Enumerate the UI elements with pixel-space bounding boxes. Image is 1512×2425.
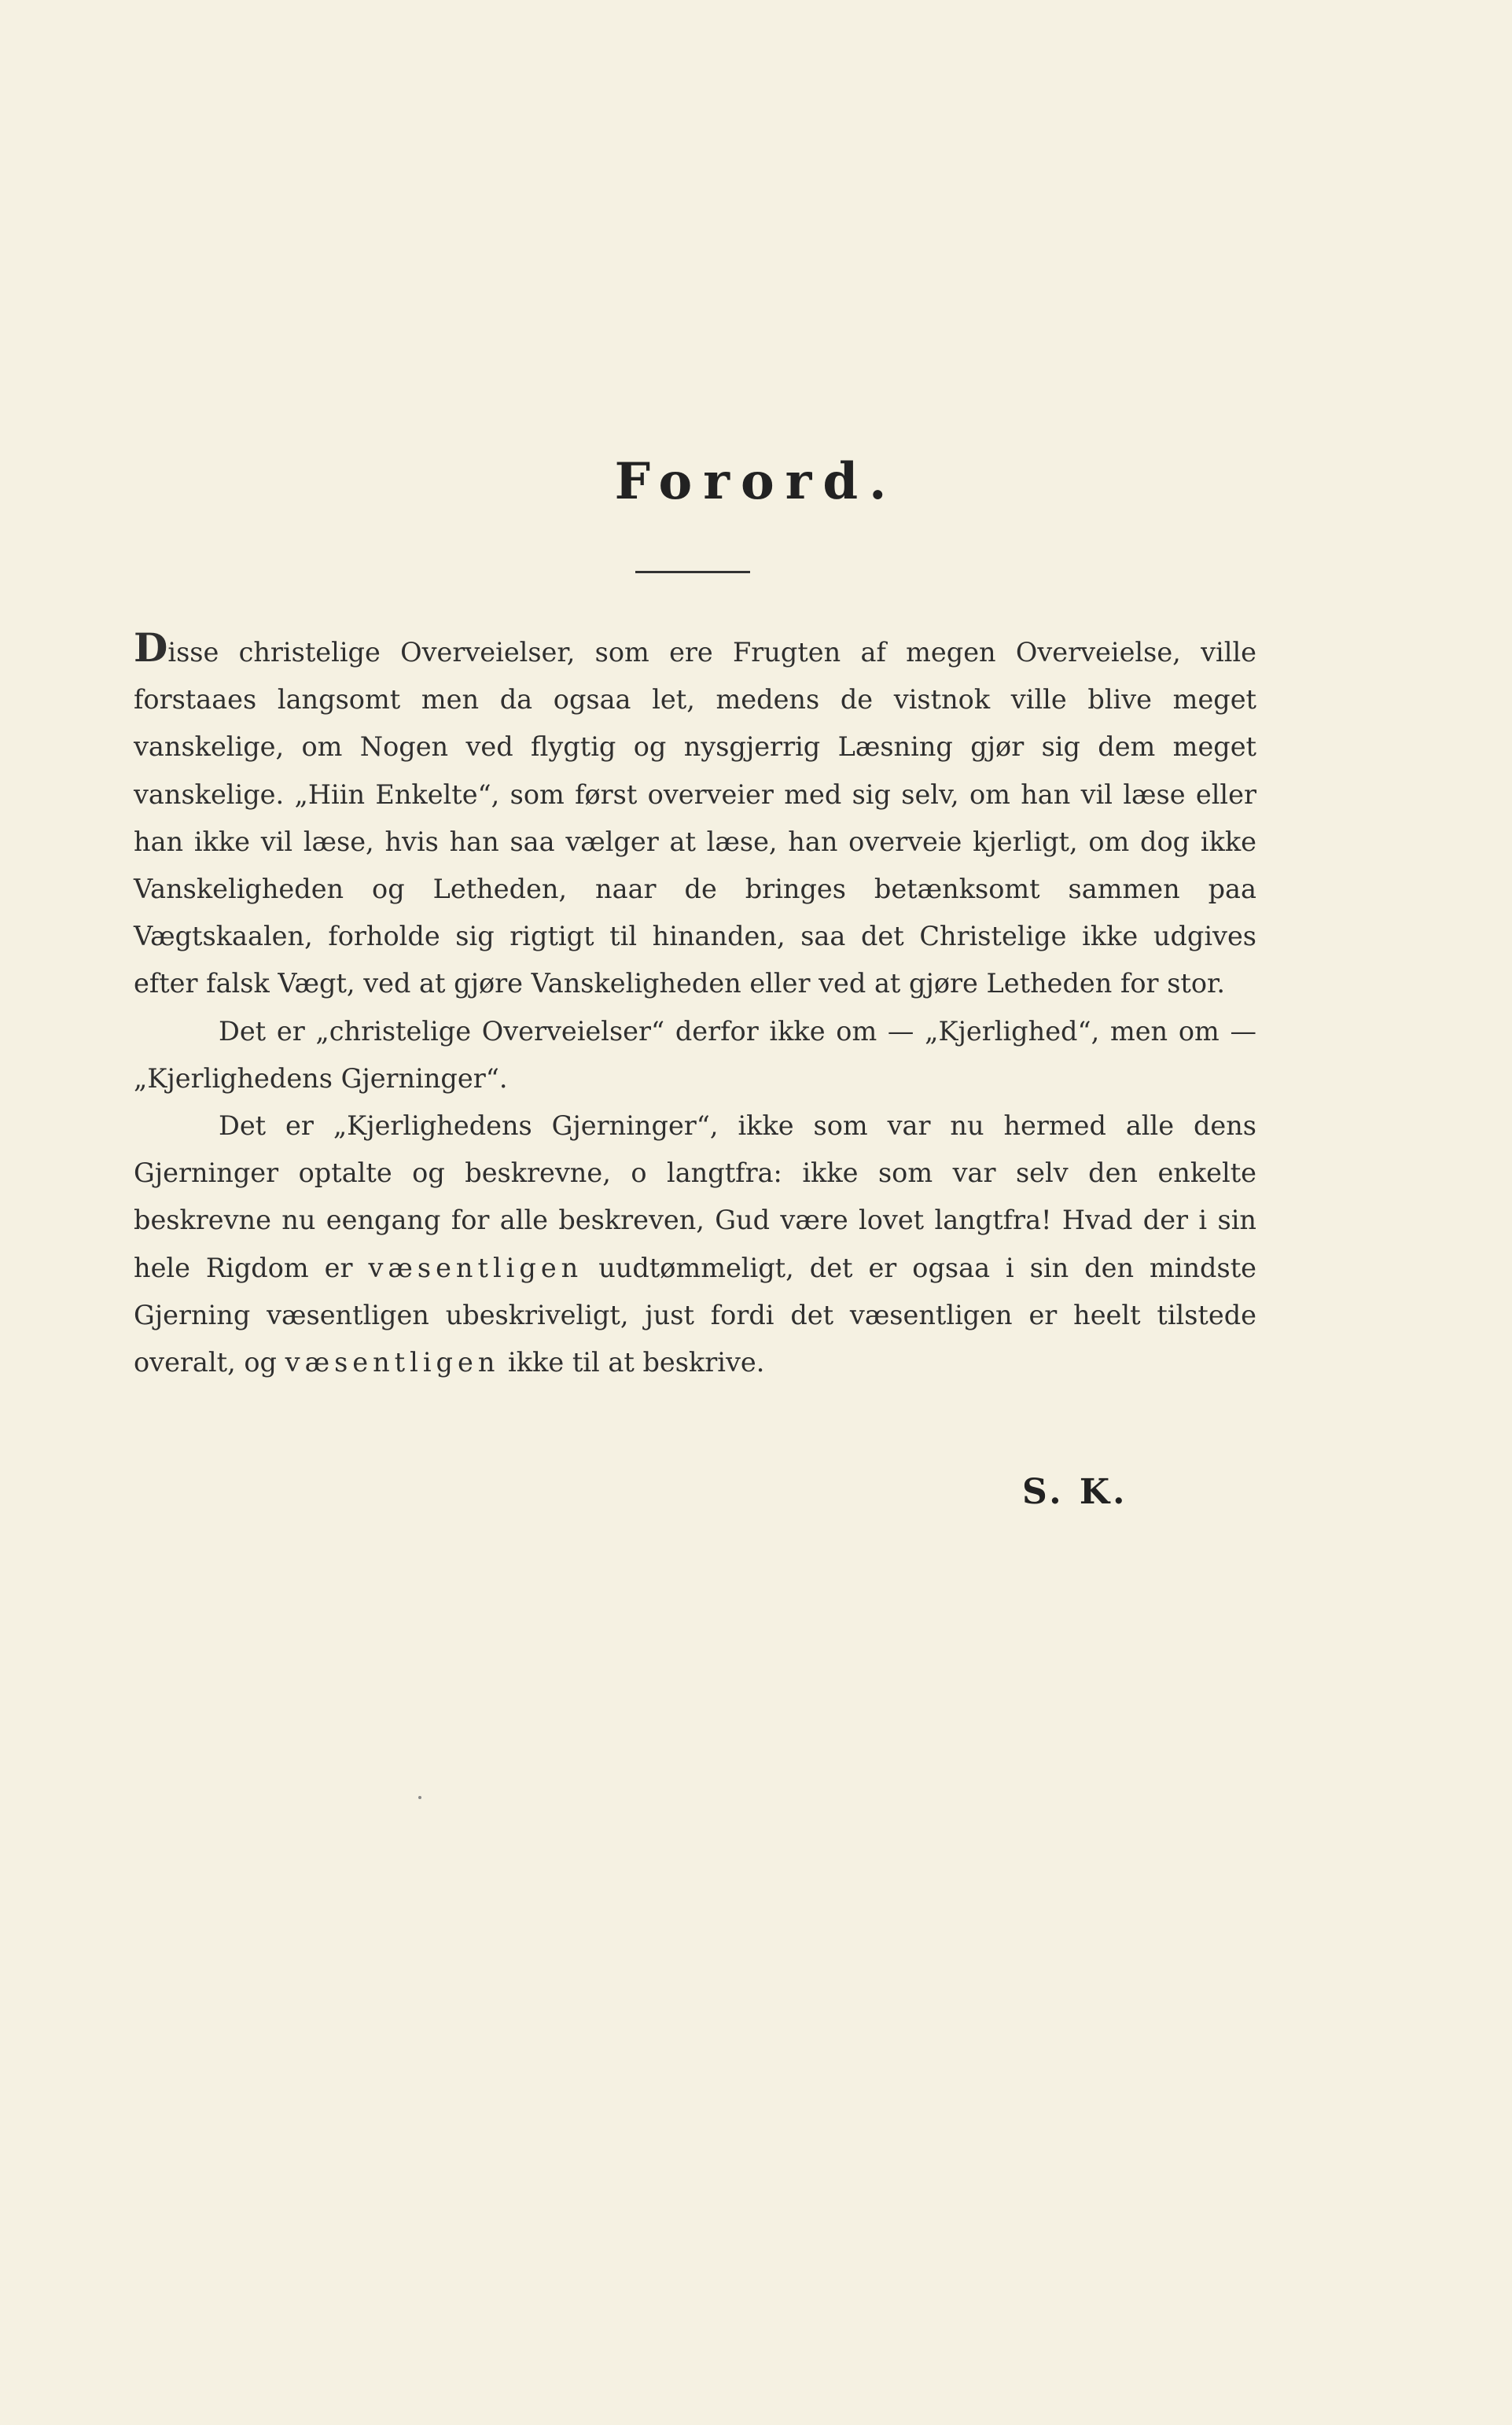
emphasis-word: væsentligen <box>368 1252 583 1283</box>
paragraph-3 <box>134 1102 1256 1386</box>
drop-cap: D <box>134 624 168 671</box>
paragraph-2: Det er „christelige Overveielser“ derfor ikke om — „Kjerlighed“, men om — „Kjerlighedens Gjerninger“. <box>134 1015 1256 1094</box>
title-divider <box>635 571 750 573</box>
paragraph-1 <box>134 624 1256 1008</box>
paragraph-3-text-middle: uudtømmeligt, det er ogsaa i sin den mindste Gjerning væsentligen ubeskriveligt, just fordi det væsentligen er heelt tilstede overalt, og <box>134 1252 1256 1378</box>
paragraph-1-text: isse christelige Overveielser, som ere Frugten af megen Overveielse, ville forstaaes langsomt men da ogsaa let, medens de vistnok ville blive meget vanskelige, om Nogen ved flygtig og nysgjerrig Læsning gjør sig dem meget vanskelige. „Hiin Enkelte“, som først overveier med sig selv, om han vil læse eller han ikke vil læse, hvis han saa vælger at læse, han overveie kjerligt, om dog ikke Vanskeligheden og Letheden, naar de bringes betænksomt sammen paa Vægtskaalen, forholde sig rigtigt til hinanden, saa det Christelige ikke udgives efter falsk Vægt, ved at gjøre Vanskeligheden eller ved at gjøre Letheden for stor. <box>134 637 1256 999</box>
paragraph-3-text-end: ikke til at beskrive. <box>499 1347 765 1378</box>
emphasis-word: væsentligen <box>285 1347 500 1378</box>
paragraph-3-text-start: Det er „Kjerlighedens Gjerninger“, ikke som var nu hermed alle dens Gjerninger optalte og beskrevne, o langtfra: ikke som var selv den enkelte beskrevne nu eengang for alle beskreven, Gud være lovet langtfra! Hvad der i sin hele Rigdom er <box>134 1110 1256 1283</box>
preface-body <box>134 624 1256 1386</box>
page-title: Forord. <box>614 452 898 511</box>
paper-speck <box>418 1796 421 1799</box>
author-signature: S. K. <box>1022 1472 1128 1512</box>
